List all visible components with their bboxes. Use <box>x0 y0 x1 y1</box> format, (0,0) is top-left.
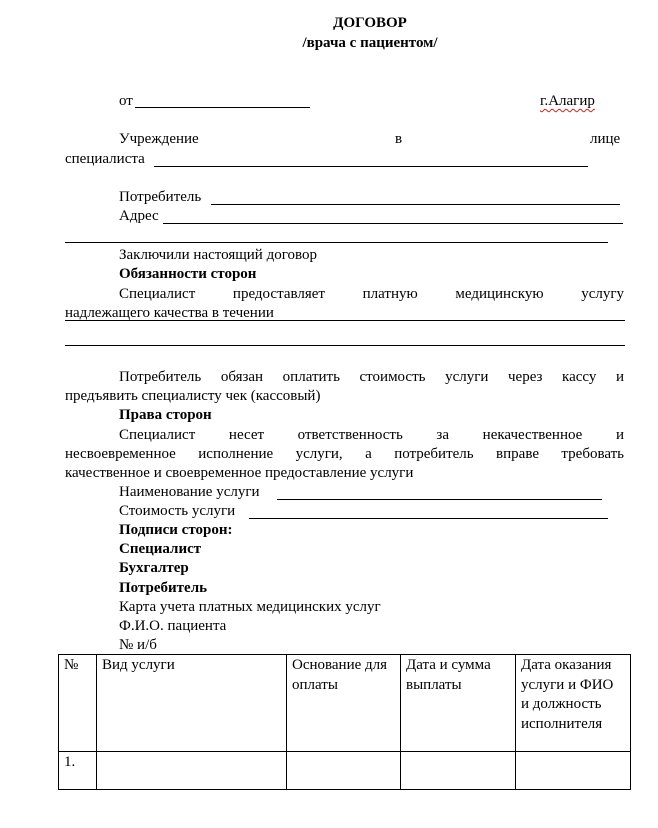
date-blank-line <box>135 107 310 108</box>
from-label: от <box>119 93 133 109</box>
rights-line-3: качественное и своевременное предоставление услуги <box>65 465 414 481</box>
table-cell: 1. <box>59 752 97 790</box>
address-blank-line <box>163 223 623 224</box>
specialist-duty-line-2: надлежащего качества в течении <box>65 305 274 321</box>
document-title: ДОГОВОР <box>333 15 407 31</box>
table-row <box>59 752 631 790</box>
consumer-duty-line-1: Потребитель обязан оплатить стоимость услуги через кассу и <box>119 369 624 385</box>
table-header-row <box>59 655 631 752</box>
column-header-service-date-executor: Дата оказания услуги и ФИО и должность исполнителя <box>516 655 631 752</box>
consumer-blank-line <box>211 204 620 205</box>
institution-person-word: лице <box>590 131 621 147</box>
services-table <box>58 654 631 790</box>
card-title: Карта учета платных медицинских услуг <box>119 599 381 615</box>
sign-specialist: Специалист <box>119 541 202 557</box>
column-header-service-type: Вид услуги <box>97 655 287 752</box>
consumer-label: Потребитель <box>119 189 202 205</box>
service-cost-label: Стоимость услуги <box>119 503 236 519</box>
column-header-payment-date-amount: Дата и сумма выплаты <box>401 655 516 752</box>
sign-accountant: Бухгалтер <box>119 560 189 576</box>
rights-line-1: Специалист несет ответственность за некачественное и <box>119 427 624 443</box>
duty-blank-line-2 <box>65 345 625 346</box>
service-name-blank-line <box>277 499 602 500</box>
duties-heading: Обязанности сторон <box>119 266 257 282</box>
column-header-payment-basis: Основание для оплаты <box>287 655 401 752</box>
specialist-duty-line-1: Специалист предоставляет платную медицинскую услугу <box>119 286 624 302</box>
service-name-label: Наименование услуги <box>119 484 260 500</box>
address-label: Адрес <box>119 208 159 224</box>
institution-in-word: в <box>395 131 403 147</box>
column-header-number: № <box>59 655 97 752</box>
document-subtitle: /врача с пациентом/ <box>302 35 438 51</box>
specialist-blank-line <box>154 166 588 167</box>
service-cost-blank-line <box>249 518 608 519</box>
specialist-label: специалиста <box>65 151 145 167</box>
table-cell <box>287 752 401 790</box>
table-cell <box>516 752 631 790</box>
signatures-heading: Подписи сторон: <box>119 522 233 538</box>
concluded-text: Заключили настоящий договор <box>119 247 317 263</box>
record-number-label: № и/б <box>119 637 157 653</box>
city-name: г.Алагир <box>540 93 595 109</box>
sign-consumer: Потребитель <box>119 580 208 596</box>
address-blank-line-2 <box>65 242 608 243</box>
table-cell <box>401 752 516 790</box>
duty-blank-line-1 <box>65 320 625 321</box>
rights-heading: Права сторон <box>119 407 212 423</box>
consumer-duty-line-2: предъявить специалисту чек (кассовый) <box>65 388 321 404</box>
patient-name-label: Ф.И.О. пациента <box>119 618 227 634</box>
institution-label: Учреждение <box>119 131 199 147</box>
table-cell <box>97 752 287 790</box>
rights-line-2: несвоевременное исполнение услуги, а потребитель вправе требовать <box>65 446 624 462</box>
